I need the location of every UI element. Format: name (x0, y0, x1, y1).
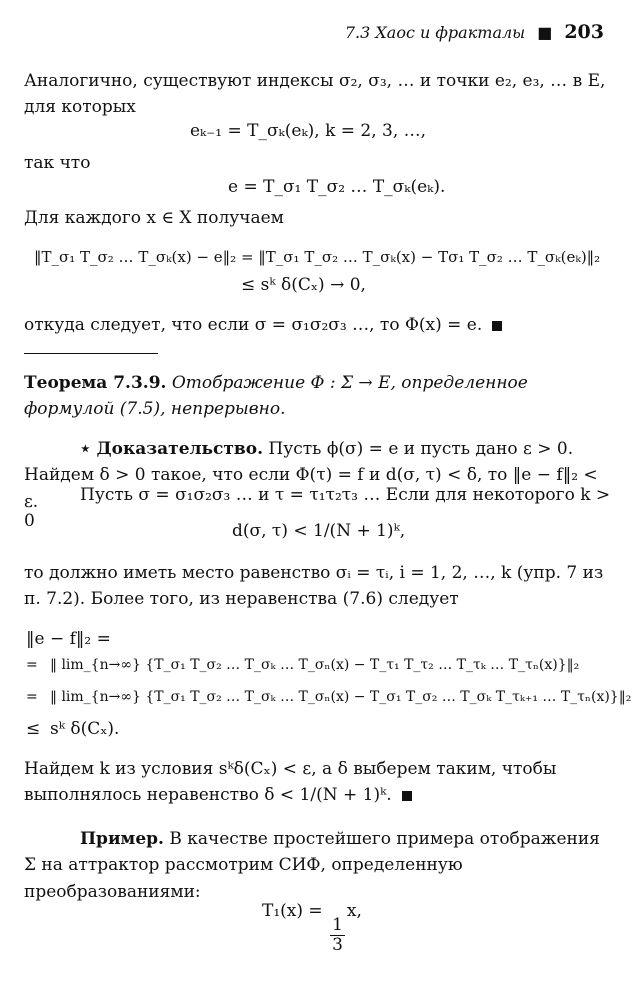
proof-text-1: Пусть ϕ(σ) = e и пусть дано ε > 0. Найдем δ > 0 такое, что если Φ(τ) = f и d(σ, τ) < δ, то ‖e − f‖₂ < ε. (24, 439, 598, 512)
equation-ef-norm: ‖e − f‖₂ = (26, 629, 111, 649)
example-label: Пример. (80, 829, 164, 849)
paragraph-conclusion (24, 312, 612, 338)
equation-norm-line1: ‖T_σ₁ T_σ₂ … T_σₖ(x) − e‖₂ = ‖T_σ₁ T_σ₂ … T_σₖ(x) − Tσ₁ T_σ₂ … T_σₖ(eₖ)‖₂ (34, 248, 601, 266)
proof-text-4: Найдем k из условия sᵏδ(Cₓ) < ε, а δ выберем таким, чтобы выполнялось неравенство δ < 1/(N + 1)ᵏ. (24, 759, 557, 806)
operator-eq-2: = (26, 689, 38, 705)
section-title: 7.3 Хаос и фракталы (344, 23, 526, 42)
limit-expression-1: ‖ lim_{n→∞} {T_σ₁ T_σ₂ … T_σₖ … T_σₙ(x) − T_τ₁ T_τ₂ … T_τₖ … T_τₙ(x)}‖₂ (50, 657, 580, 673)
equation-norm-line2: ≤ sᵏ δ(Cₓ) → 0, (241, 275, 366, 295)
t1-lhs: T₁(x) = (262, 901, 323, 921)
fraction-denominator: 3 (332, 934, 343, 955)
paragraph-indices: Аналогично, существуют индексы σ₂, σ₃, … и точки e₂, e₃, … в E, для которых (24, 71, 606, 118)
page-number: 203 (564, 21, 604, 43)
theorem-label: Теорема 7.3.9. (24, 373, 167, 393)
paragraph-for-each-x: Для каждого x ∈ X получаем (24, 208, 284, 228)
qed-icon (402, 791, 412, 801)
header-bullet-icon: ■ (537, 23, 553, 42)
equation-distance: d(σ, τ) < 1/(N + 1)ᵏ, (232, 521, 406, 541)
proof-paragraph-4 (24, 756, 612, 809)
bound-expression: sᵏ δ(Cₓ). (50, 719, 120, 739)
t1-rhs: x, (346, 901, 362, 921)
fraction-numerator: 1 (332, 915, 343, 935)
limit-expression-2: ‖ lim_{n→∞} {T_σ₁ T_σ₂ … T_σₖ … T_σₙ(x) − T_σ₁ T_σ₂ … T_σₖ T_τₖ₊₁ … T_τₙ(x)}‖₂ (50, 689, 632, 705)
theorem-rule (24, 353, 158, 354)
proof-label: ⋆ Доказательство. (80, 439, 263, 459)
running-header (0, 18, 604, 47)
operator-leq: ≤ (26, 719, 41, 739)
paragraph-so-that: так что (24, 153, 91, 173)
theorem-statement: Отображение Φ : Σ → E, определенное формулой (7.5), непрерывно. (24, 373, 528, 420)
qed-icon (492, 321, 502, 331)
equation-ek: eₖ₋₁ = T_σₖ(eₖ), k = 2, 3, …, (190, 121, 427, 141)
equation-bound (26, 716, 119, 742)
equation-t1 (262, 898, 362, 954)
proof-paragraph-2: Пусть σ = σ₁σ₂σ₃ … и τ = τ₁τ₂τ₃ … Если для некоторого k > 0 (24, 485, 611, 532)
equation-e: e = T_σ₁ T_σ₂ … T_σₖ(eₖ). (228, 177, 446, 197)
example-paragraph (24, 826, 612, 905)
conclusion-text: откуда следует, что если σ = σ₁σ₂σ₃ …, то Φ(x) = e. (24, 315, 483, 335)
fraction-one-third (330, 916, 345, 954)
theorem-7-3-9 (24, 370, 612, 423)
proof-paragraph-3: то должно иметь место равенство σᵢ = τᵢ, i = 1, 2, …, k (упр. 7 из п. 7.2). Более того, из неравенства (7.6) следует (24, 563, 604, 610)
example-text: В качестве простейшего примера отображения Σ на аттрактор рассмотрим СИФ, определенную преобразованиями: (24, 829, 600, 902)
operator-eq-1: = (26, 657, 38, 673)
equation-limit-line2 (26, 687, 631, 709)
equation-limit-line1 (26, 655, 579, 677)
